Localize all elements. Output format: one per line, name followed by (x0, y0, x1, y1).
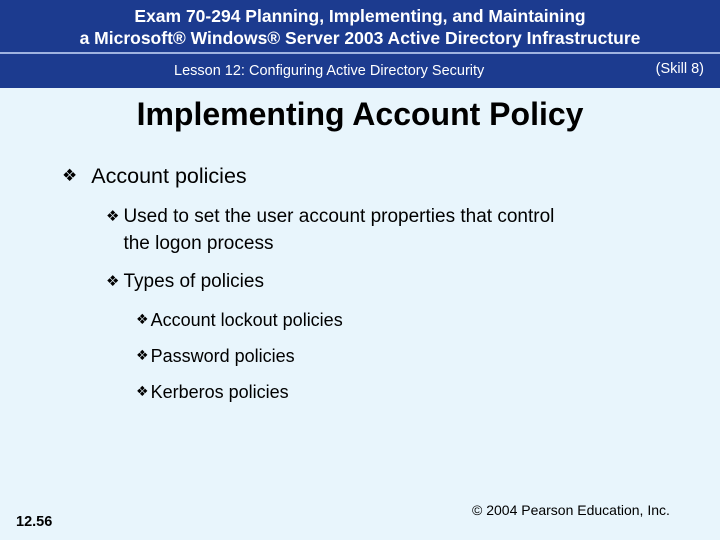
diamond-bullet-icon: ❖ (136, 312, 149, 328)
header-bar (0, 0, 720, 88)
bullet-level3 (136, 309, 343, 331)
exam-title-line-1: Exam 70-294 Planning, Implementing, and Maintaining (134, 6, 586, 26)
copyright-notice: © 2004 Pearson Education, Inc. (472, 502, 670, 518)
diamond-bullet-icon: ❖ (106, 272, 120, 290)
bullet-text: Kerberos policies (150, 382, 289, 402)
bullet-text: Password policies (150, 346, 295, 366)
diamond-bullet-icon: ❖ (62, 166, 78, 186)
exam-title (0, 5, 720, 49)
bullet-text: Used to set the user account properties that control the logon process (123, 206, 555, 254)
bullet-level2 (106, 268, 264, 295)
diamond-bullet-icon: ❖ (106, 207, 120, 225)
bullet-text: Account lockout policies (150, 310, 343, 330)
exam-title-line-2: a Microsoft® Windows® Server 2003 Active Directory Infrastructure (79, 28, 641, 48)
bullet-level3 (136, 381, 289, 403)
skill-label: (Skill 8) (655, 61, 704, 77)
slide-title: Implementing Account Policy (136, 96, 584, 132)
bullet-text: Account policies (91, 164, 247, 188)
bullet-level3 (136, 345, 295, 367)
bullet-level2 (106, 203, 586, 257)
header-divider (0, 52, 720, 54)
bullet-level1 (62, 163, 247, 189)
diamond-bullet-icon: ❖ (136, 384, 149, 400)
diamond-bullet-icon: ❖ (136, 348, 149, 364)
bullet-text: Types of policies (123, 271, 264, 292)
lesson-label: Lesson 12: Configuring Active Directory Security (174, 63, 485, 79)
slide-number: 12.56 (16, 514, 53, 530)
